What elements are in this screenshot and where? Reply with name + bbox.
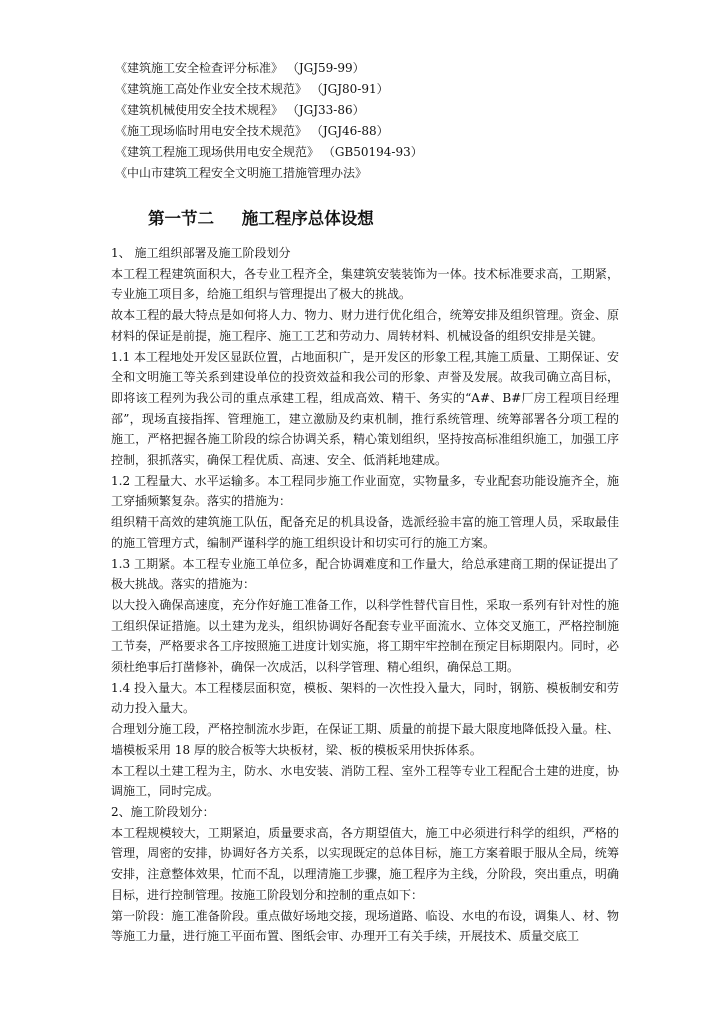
section-heading	[148, 205, 374, 229]
body-text	[111, 243, 619, 947]
paragraph: 1、 施工组织部署及施工阶段划分	[111, 246, 291, 260]
reference-item: 《建筑施工高处作业安全技术规范》 （JGJ80-91）	[115, 82, 389, 96]
paragraph: 第一阶段：施工准备阶段。重点做好场地交接，现场道路、临设、水电的布设，调集人、材、物等施工力量，进行施工平面布置、图纸会审、办理开工有关手续，开展技术、质量交底工	[111, 908, 619, 944]
section-title: 施工程序总体设想	[241, 209, 374, 228]
paragraph: 以大投入确保高速度，充分作好施工准备工作，以科学性替代盲目性，采取一系列有针对性的施工组织保证措施。以土建为龙头，组织协调好各配套专业平面流水、立体交叉施工，严格控制施工节奏，严格要求各工序按照施工进度计划实施，将工期牢牢控制在预定目标期限内。同时，必须杜绝事后打凿修补，确保一次成活，以科学管理、精心组织，确保总工期。	[111, 597, 619, 675]
paragraph: 1.4 投入量大。本工程楼层面积宽，模板、架料的一次性投入量大，同时，钢筋、模板制安和劳动力投入量大。	[111, 680, 619, 716]
reference-item: 《建筑施工安全检查评分标准》 （JGJ59-99）	[115, 61, 365, 75]
paragraph: 1.3 工期紧。本工程专业施工单位多，配合协调难度和工作量大，给总承建商工期的保证提出了极大挑战。落实的措施为：	[111, 556, 619, 592]
paragraph: 故本工程的最大特点是如何将人力、物力、财力进行优化组合，统筹安排及组织管理。资金、原材料的保证是前提，施工程序、施工工艺和劳动力、周转材料、机械设备的组织安排是关键。	[111, 308, 619, 343]
paragraph: 本工程规模较大，工期紧迫，质量要求高，各方期望值大，施工中必须进行科学的组织，严格的管理，周密的安排，协调好各方关系，以实现既定的总体目标，施工方案着眼于服从全局，统筹安排，注意整体效果，忙而不乱，以理清施工步骤，施工程序为主线，分阶段，突出重点，明确目标，进行控制管理。按施工阶段划分和控制的重点如下：	[111, 825, 619, 902]
reference-item: 《中山市建筑工程安全文明施工措施管理办法》	[115, 166, 368, 180]
paragraph: 组织精干高效的建筑施工队伍，配备充足的机具设备，选派经验丰富的施工管理人员，采取最佳的施工管理方式，编制严谨科学的施工组织设计和切实可行的施工方案。	[111, 515, 619, 550]
reference-item: 《施工现场临时用电安全技术规范》 （JGJ46-88）	[115, 124, 389, 138]
reference-list	[115, 58, 675, 184]
paragraph: 1.1 本工程地处开发区显跃位置，占地面积广，是开发区的形象工程,其施工质量、工期保证、安全和文明施工等关系到建设单位的投资效益和我公司的形象、声誉及发展。故我司确立高目标，即将该工程列为我公司的重点承建工程，组成高效、精干、务实的“A#、B#厂房工程项目经理部”，现场直接指挥、管理施工，建立激励及约束机制，推行系统管理、统筹部署各分项工程的施工，严格把握各施工阶段的综合协调关系，精心策划组织，坚持按高标准组织施工，加强工序控制，狠抓落实，确保工程优质、高速、安全、低消耗地建成。	[111, 349, 619, 468]
reference-item: 《建筑工程施工现场供用电安全规范》 （GB50194-93）	[115, 145, 423, 159]
paragraph: 合理划分施工段，严格控制流水步距，在保证工期、质量的前提下最大限度地降低投入量。柱、墙模板采用 18 厚的胶合板等大块板材，梁、板的模板采用快拆体系。	[111, 722, 619, 757]
reference-item: 《建筑机械使用安全技术规程》 （JGJ33-86）	[115, 103, 365, 117]
paragraph: 1.2 工程量大、水平运输多。本工程同步施工作业面宽，实物量多，专业配套功能设施齐全，施工穿插频繁复杂。落实的措施为：	[111, 473, 619, 509]
section-number: 第一节二	[148, 209, 214, 228]
paragraph: 本工程以土建工程为主，防水、水电安装、消防工程、室外工程等专业工程配合土建的进度，协调施工，同时完成。	[111, 763, 619, 799]
paragraph: 2、施工阶段划分：	[111, 804, 215, 819]
paragraph: 本工程工程建筑面积大，各专业工程齐全，集建筑安装装饰为一体。技术标准要求高，工期紧，专业施工项目多，给施工组织与管理提出了极大的挑战。	[111, 266, 619, 302]
